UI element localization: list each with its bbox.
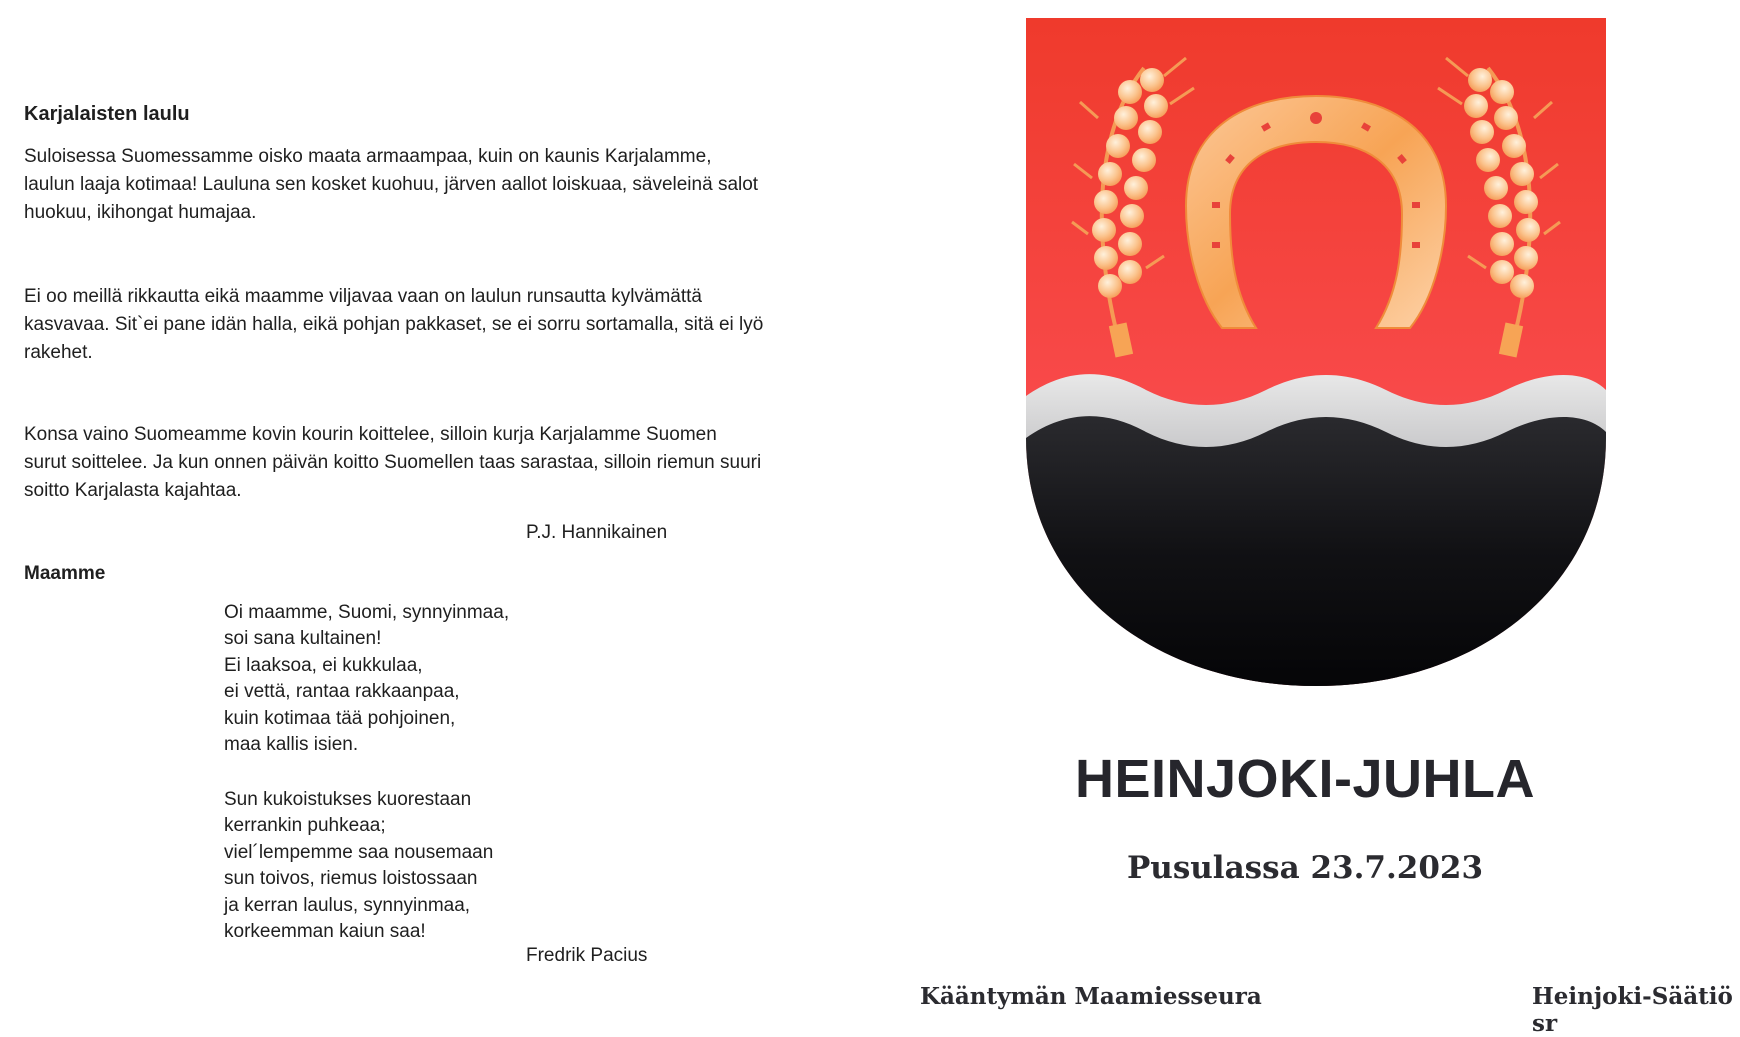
verse-line: ei vettä, rantaa rakkaanpaa, bbox=[224, 681, 460, 703]
verse-line: Sun kukoistukses kuorestaan bbox=[224, 789, 472, 810]
song1-title: Karjalaisten laulu bbox=[24, 103, 190, 125]
song2-verse-2 bbox=[224, 787, 493, 945]
coat-of-arms-icon bbox=[1026, 18, 1606, 686]
verse-line: soi sana kultainen! bbox=[224, 628, 382, 650]
song1-paragraph-3: Konsa vaino Suomeamme kovin kourin koittelee, silloin kurja Karjalamme Suomen surut soittelee. Ja kun onnen päivän koitto Suomellen taas sarastaa, silloin riemun suuri soitto Karjalasta kajahtaa. bbox=[24, 424, 762, 501]
song2-title: Maamme bbox=[24, 563, 106, 584]
verse-line: ja kerran laulus, synnyinmaa, bbox=[224, 894, 471, 916]
verse-line: Ei laaksoa, ei kukkulaa, bbox=[224, 654, 423, 676]
cover-page bbox=[870, 0, 1740, 1037]
verse-line: sun toivos, riemus loistossaan bbox=[224, 868, 478, 890]
song1-paragraph-1: Suloisessa Suomessamme oisko maata armaampaa, kuin on kaunis Karjalamme, laulun laaja kotimaa! Lauluna sen kosket kuohuu, järven aallot loiskuaa, säveleinä salot huokuu, ikihongat humajaa. bbox=[24, 146, 759, 223]
organizer-left: Kääntymän Maamiesseura bbox=[920, 983, 1262, 1010]
verse-line: kerrankin puhkeaa; bbox=[224, 815, 386, 837]
verse-line: Oi maamme, Suomi, synnyinmaa, bbox=[224, 602, 510, 623]
song2-author: Fredrik Pacius bbox=[526, 945, 648, 966]
song1-author: P.J. Hannikainen bbox=[526, 522, 668, 543]
verse-line: viel´lempemme saa nousemaan bbox=[224, 841, 494, 863]
event-subtitle: Pusulassa 23.7.2023 bbox=[1126, 850, 1484, 886]
verse-line: kuin kotimaa tää pohjoinen, bbox=[224, 707, 456, 729]
verse-line: korkeemman kaiun saa! bbox=[224, 921, 426, 943]
organizer-right: Heinjoki-Säätiö sr bbox=[1532, 983, 1733, 1037]
verse-line: maa kallis isien. bbox=[224, 734, 359, 756]
song2-verse-1 bbox=[224, 600, 509, 758]
song1-paragraph-2: Ei oo meillä rikkautta eikä maamme viljavaa vaan on laulun runsautta kylvämättä kasvavaa. Sit`ei pane idän halla, eikä pohjan pakkaset, se ei sorru sortamalla, sitä ei lyö rakehet. bbox=[24, 286, 764, 363]
left-page bbox=[0, 0, 870, 1026]
main-title: HEINJOKI-JUHLA bbox=[1074, 749, 1536, 809]
